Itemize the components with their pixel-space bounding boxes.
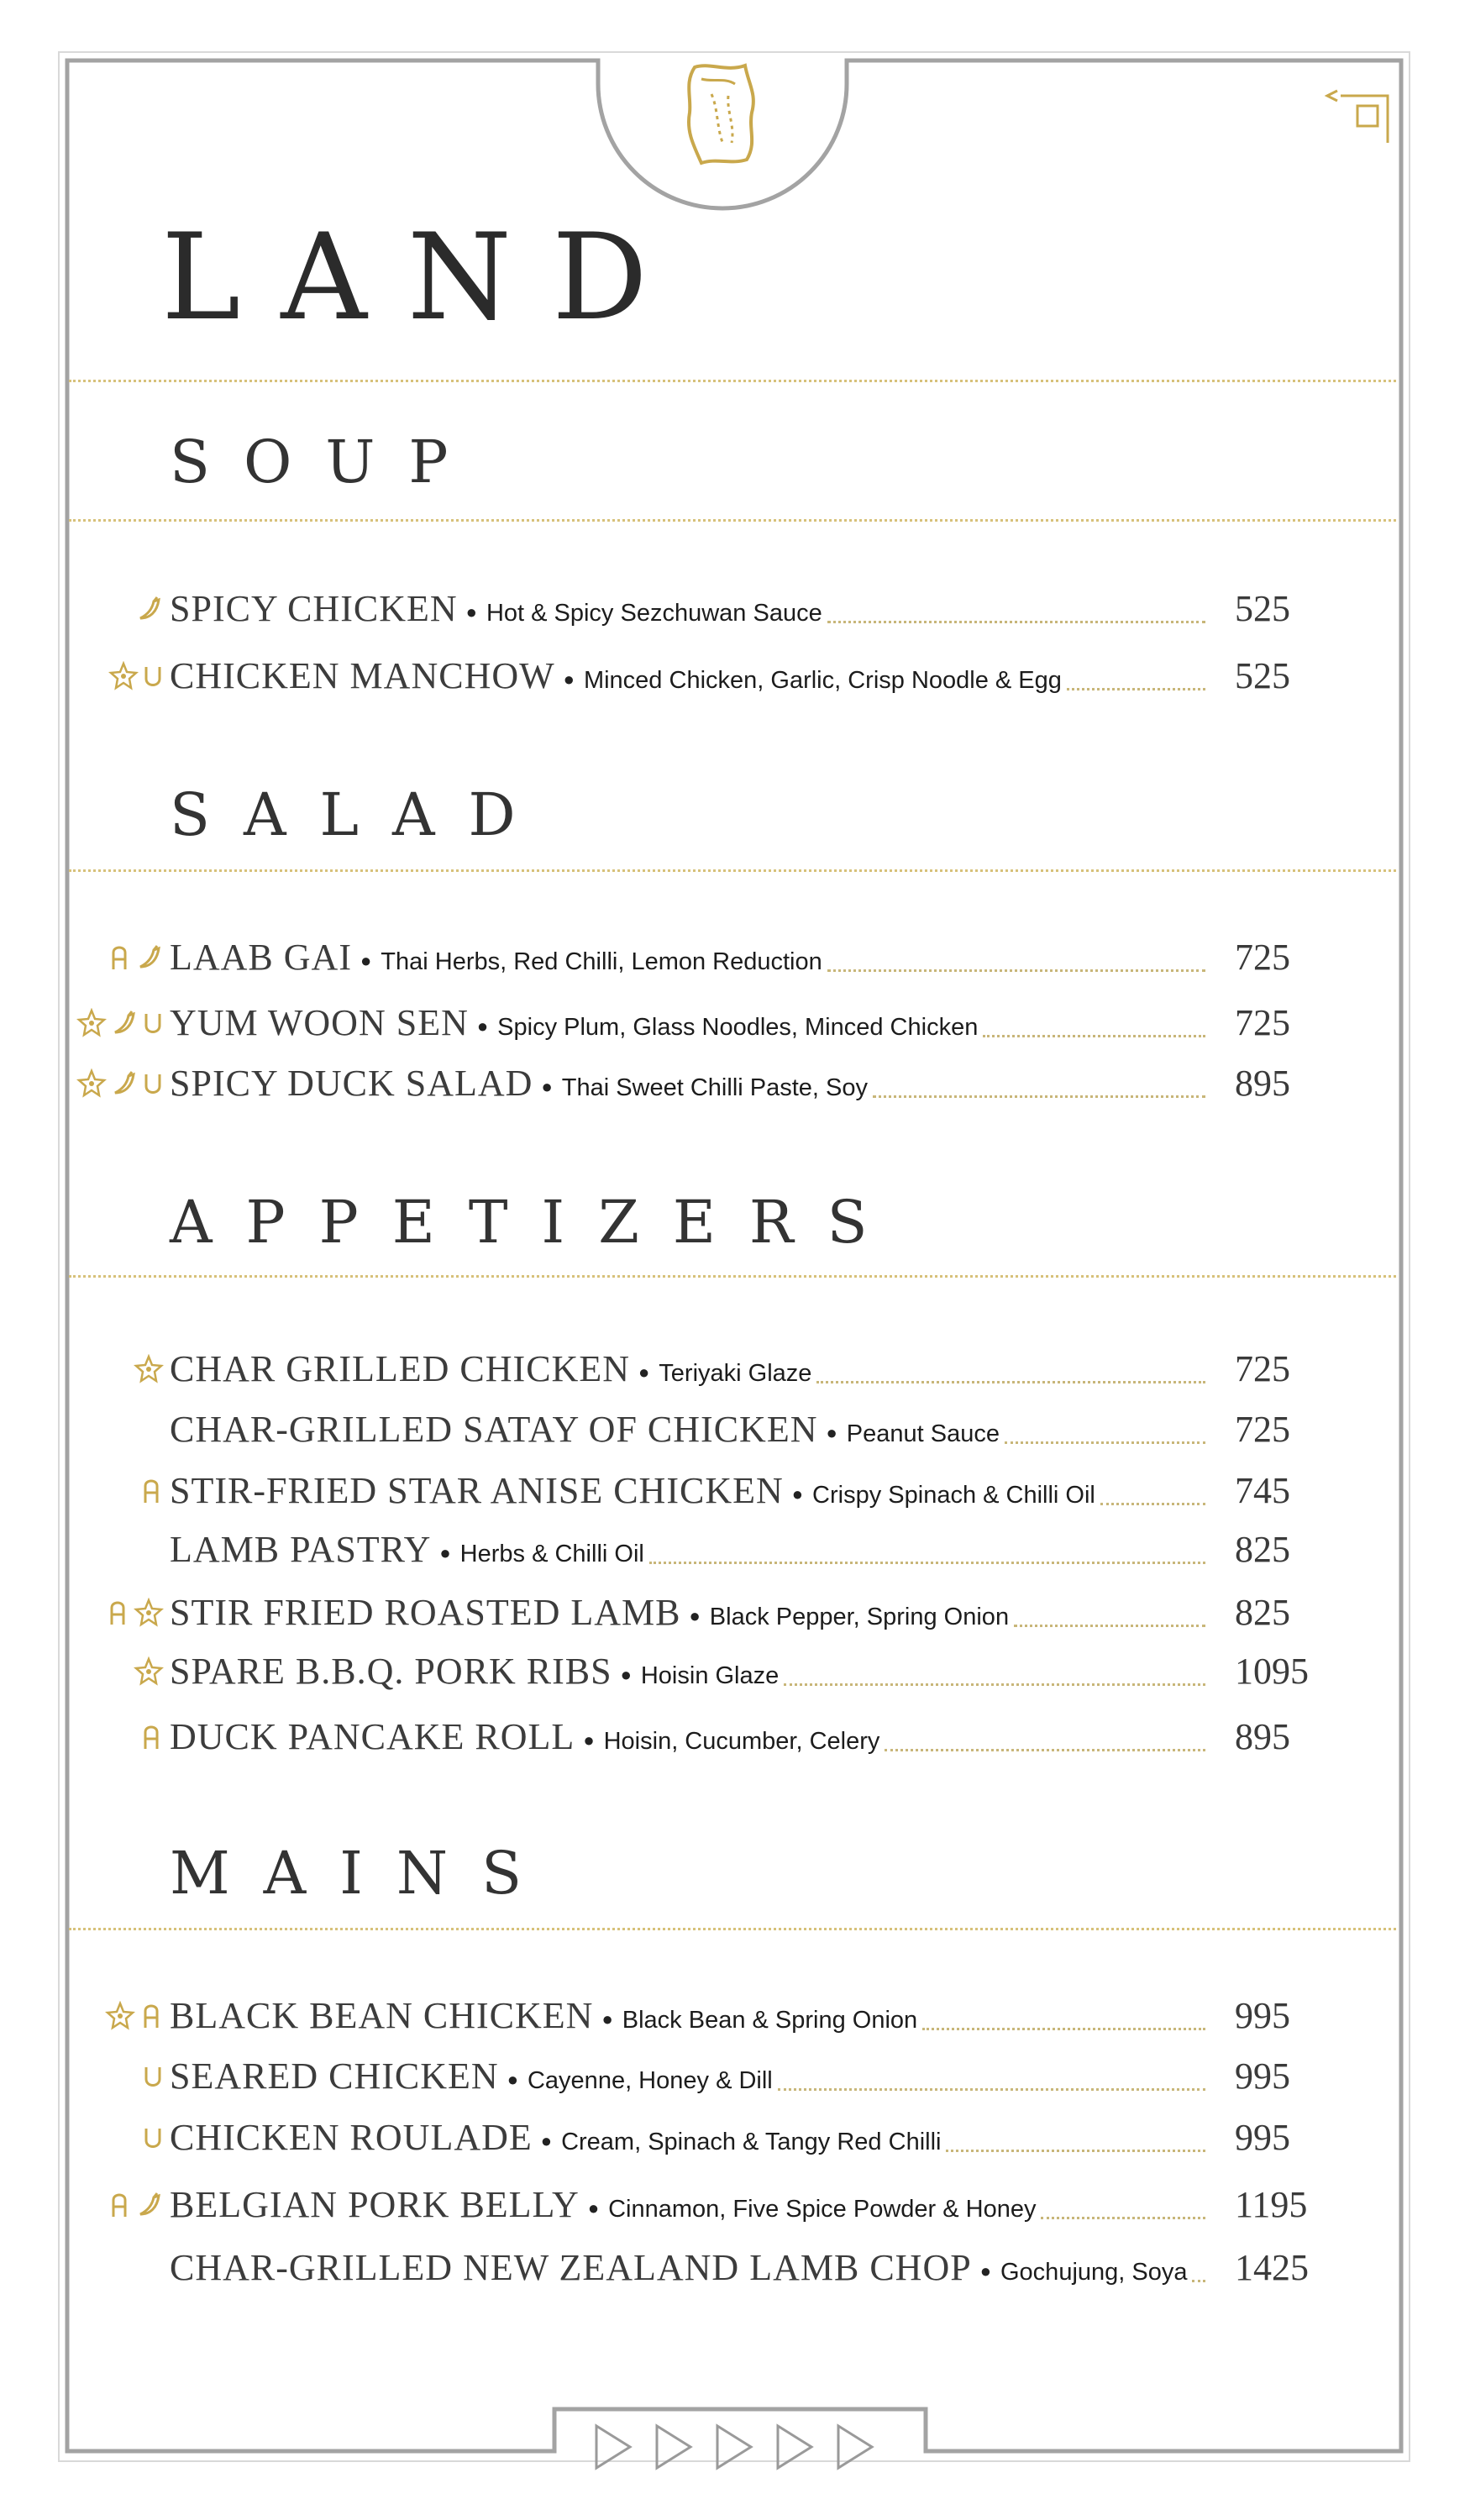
egg-icon	[142, 2124, 164, 2152]
dish-line	[170, 1646, 779, 1701]
dot-leader	[778, 2088, 1205, 2091]
dish-description: Cream, Spinach & Tangy Red Chilli	[561, 2129, 942, 2155]
menu-item	[0, 1058, 1470, 1109]
dot-leader	[946, 2150, 1205, 2152]
dish-line	[170, 1344, 811, 1399]
dish-price: 825	[1235, 1592, 1290, 1633]
dish-name: STIR FRIED ROASTED LAMB	[170, 1592, 681, 1633]
dish-description: Black Pepper, Spring Onion	[709, 1604, 1010, 1630]
chilli-icon	[135, 595, 164, 623]
bullet: ●	[465, 601, 478, 622]
dish-price: 895	[1235, 1063, 1290, 1104]
chilli-icon	[135, 943, 164, 972]
star-anise-icon	[134, 1354, 164, 1384]
divider	[69, 1928, 1396, 1930]
dish-price: 825	[1235, 1529, 1290, 1570]
dot-leader	[922, 2028, 1205, 2030]
divider	[69, 1275, 1396, 1278]
dish-line	[170, 2243, 1187, 2297]
dish-price: 1195	[1235, 2184, 1308, 2225]
menu-item	[0, 651, 1470, 701]
dot-leader	[816, 1381, 1205, 1383]
star-anise-icon	[134, 1598, 164, 1628]
bullet: ●	[791, 1483, 805, 1504]
dish-name: SEARED CHICKEN	[170, 2055, 499, 2097]
dish-line	[170, 2051, 773, 2106]
dish-description: Herbs & Chilli Oil	[459, 1541, 644, 1567]
dish-line	[170, 2180, 1036, 2234]
dish-description: Hot & Spicy Sezchuwan Sauce	[486, 600, 822, 627]
dish-name: SPICY DUCK SALAD	[170, 1063, 533, 1104]
dish-description: Black Bean & Spring Onion	[622, 2007, 918, 2034]
menu-item	[0, 2180, 1470, 2230]
menu-item	[0, 932, 1470, 983]
menu-item	[0, 1404, 1470, 1455]
dish-line	[170, 1466, 1095, 1520]
dot-leader	[1041, 2217, 1205, 2219]
dietary-icons	[135, 592, 164, 626]
section-title-salad: SALAD	[170, 780, 549, 849]
dish-line	[170, 651, 1062, 706]
chilli-icon	[110, 1009, 139, 1037]
menu-item	[0, 584, 1470, 634]
dish-description: Teriyaki Glaze	[659, 1360, 812, 1387]
dot-leader	[873, 1095, 1205, 1098]
menu-item	[0, 1344, 1470, 1394]
dot-leader	[983, 1035, 1205, 1037]
bullet: ●	[360, 949, 373, 971]
peanut-icon	[105, 1598, 130, 1628]
bullet: ●	[587, 2197, 601, 2218]
bullet: ●	[476, 1015, 490, 1037]
dish-price: 725	[1235, 1348, 1290, 1389]
egg-icon	[142, 662, 164, 690]
star-anise-icon	[134, 1656, 164, 1687]
dish-description: Cayenne, Honey & Dill	[527, 2067, 773, 2094]
dish-name: BELGIAN PORK BELLY	[170, 2184, 580, 2225]
dish-name: SPICY CHICKEN	[170, 588, 458, 629]
dot-leader	[1005, 1441, 1205, 1444]
divider	[69, 869, 1396, 872]
dot-leader	[1192, 2280, 1205, 2282]
menu-item	[0, 2243, 1470, 2293]
dish-price: 895	[1235, 1716, 1290, 1757]
menu-item	[0, 1466, 1470, 1516]
dish-price: 1425	[1235, 2247, 1309, 2288]
dish-name: BLACK BEAN CHICKEN	[170, 1995, 594, 2036]
gold-tag-emblem-icon	[676, 60, 769, 170]
dish-description: Hoisin, Cucumber, Celery	[603, 1728, 880, 1755]
dot-leader	[784, 1683, 1205, 1686]
dish-name: CHICKEN MANCHOW	[170, 655, 555, 696]
bullet: ●	[507, 2068, 519, 2090]
divider	[69, 380, 1396, 382]
dish-description: Cinnamon, Five Spice Powder & Honey	[608, 2196, 1037, 2223]
dish-description: Hoisin Glaze	[640, 1662, 780, 1689]
dish-price: 995	[1235, 2117, 1290, 2158]
bullet: ●	[601, 2008, 614, 2029]
dish-description: Thai Sweet Chilli Paste, Soy	[561, 1074, 869, 1101]
dot-leader	[885, 1749, 1205, 1751]
menu-item	[0, 2051, 1470, 2102]
dish-line	[170, 1404, 1000, 1459]
menu-item	[0, 1588, 1470, 1638]
dish-line	[170, 932, 822, 987]
dot-leader	[827, 969, 1205, 972]
section-title-mains: MAINS	[170, 1839, 556, 1908]
dish-line	[170, 584, 822, 638]
bullet: ●	[638, 1361, 651, 1383]
dish-name: LAAB GAI	[170, 937, 352, 978]
dietary-icons	[105, 1999, 164, 2033]
dot-leader	[1014, 1625, 1205, 1627]
dish-description: Minced Chicken, Garlic, Crisp Noodle & Egg	[583, 667, 1062, 694]
star-anise-icon	[108, 661, 139, 691]
menu-item	[0, 1525, 1470, 1575]
dietary-icons	[142, 2121, 164, 2155]
dietary-icons	[108, 659, 164, 693]
dish-price: 1095	[1235, 1651, 1309, 1692]
egg-icon	[142, 2062, 164, 2091]
dish-price: 995	[1235, 2055, 1290, 2097]
dish-price: 525	[1235, 588, 1290, 629]
bullet: ●	[540, 2129, 554, 2151]
bullet: ●	[689, 1604, 701, 1626]
dish-name: SPARE B.B.Q. PORK RIBS	[170, 1651, 612, 1692]
dish-name: STIR-FRIED STAR ANISE CHICKEN	[170, 1470, 784, 1511]
dish-name: CHAR-GRILLED NEW ZEALAND LAMB CHOP	[170, 2247, 972, 2288]
dish-price: 725	[1235, 1409, 1290, 1450]
dietary-icons	[134, 1655, 164, 1688]
bullet: ●	[583, 1729, 596, 1751]
section-title-appetizers: APPETIZERS	[170, 1188, 901, 1257]
dot-leader	[649, 1562, 1205, 1564]
dish-description: Gochujung, Soya	[1000, 2259, 1188, 2286]
peanut-icon	[139, 1722, 164, 1752]
menu-item	[0, 1646, 1470, 1697]
dot-leader	[827, 621, 1205, 623]
dish-name: CHAR-GRILLED SATAY OF CHICKEN	[170, 1409, 818, 1450]
dish-name: LAMB PASTRY	[170, 1529, 432, 1570]
dish-line	[170, 2113, 941, 2167]
bullet: ●	[563, 668, 575, 690]
dish-price: 995	[1235, 1995, 1290, 2036]
dietary-icons	[142, 2060, 164, 2093]
dish-line	[170, 1588, 1009, 1642]
dish-name: CHICKEN ROULADE	[170, 2117, 533, 2158]
section-title-soup: SOUP	[170, 428, 482, 496]
peanut-icon	[107, 942, 132, 973]
dietary-icons	[107, 941, 164, 974]
dietary-icons	[134, 1352, 164, 1386]
dish-price: 745	[1235, 1470, 1290, 1511]
menu-item	[0, 1712, 1470, 1762]
dish-description: Crispy Spinach & Chilli Oil	[812, 1482, 1095, 1509]
bullet: ●	[541, 1075, 554, 1097]
dietary-icons	[105, 1596, 164, 1630]
menu-item	[0, 998, 1470, 1048]
dish-line	[170, 1058, 868, 1113]
dietary-icons	[139, 1720, 164, 1754]
star-anise-icon	[76, 1068, 107, 1099]
dish-price: 725	[1235, 1002, 1290, 1043]
dietary-icons	[107, 2188, 164, 2222]
dietary-icons	[76, 1067, 164, 1100]
egg-icon	[142, 1009, 164, 1037]
dish-name: CHAR GRILLED CHICKEN	[170, 1348, 630, 1389]
dish-name: YUM WOON SEN	[170, 1002, 469, 1043]
dish-line	[170, 1712, 879, 1767]
dish-description: Thai Herbs, Red Chilli, Lemon Reduction	[381, 948, 822, 975]
dish-name: DUCK PANCAKE ROLL	[170, 1716, 575, 1757]
bullet: ●	[439, 1541, 452, 1563]
peanut-icon	[139, 1476, 164, 1506]
corner-bracket-arrow-icon	[1320, 81, 1396, 148]
star-anise-icon	[105, 2001, 135, 2031]
dish-line	[170, 1991, 917, 2045]
star-anise-icon	[76, 1008, 107, 1038]
page-title: LAND	[161, 208, 688, 347]
chilli-icon	[135, 2191, 164, 2219]
dish-line	[170, 998, 978, 1053]
triangle-arrows-icon	[581, 2418, 900, 2476]
dish-description: Peanut Sauce	[846, 1420, 1000, 1447]
menu-item	[0, 1991, 1470, 2041]
menu-item	[0, 2113, 1470, 2163]
dietary-icons	[76, 1006, 164, 1040]
dot-leader	[1100, 1503, 1205, 1505]
egg-icon	[142, 1069, 164, 1098]
peanut-icon	[139, 2001, 164, 2031]
dish-price: 725	[1235, 937, 1290, 978]
bullet: ●	[620, 1663, 633, 1685]
dish-line	[170, 1525, 644, 1579]
divider	[69, 519, 1396, 522]
peanut-icon	[107, 2190, 132, 2220]
dot-leader	[1067, 688, 1205, 690]
bullet: ●	[826, 1421, 838, 1443]
bullet: ●	[979, 2260, 992, 2281]
dish-description: Spicy Plum, Glass Noodles, Minced Chicken	[497, 1014, 979, 1041]
dish-price: 525	[1235, 655, 1290, 696]
dietary-icons	[139, 1474, 164, 1508]
chilli-icon	[110, 1069, 139, 1098]
